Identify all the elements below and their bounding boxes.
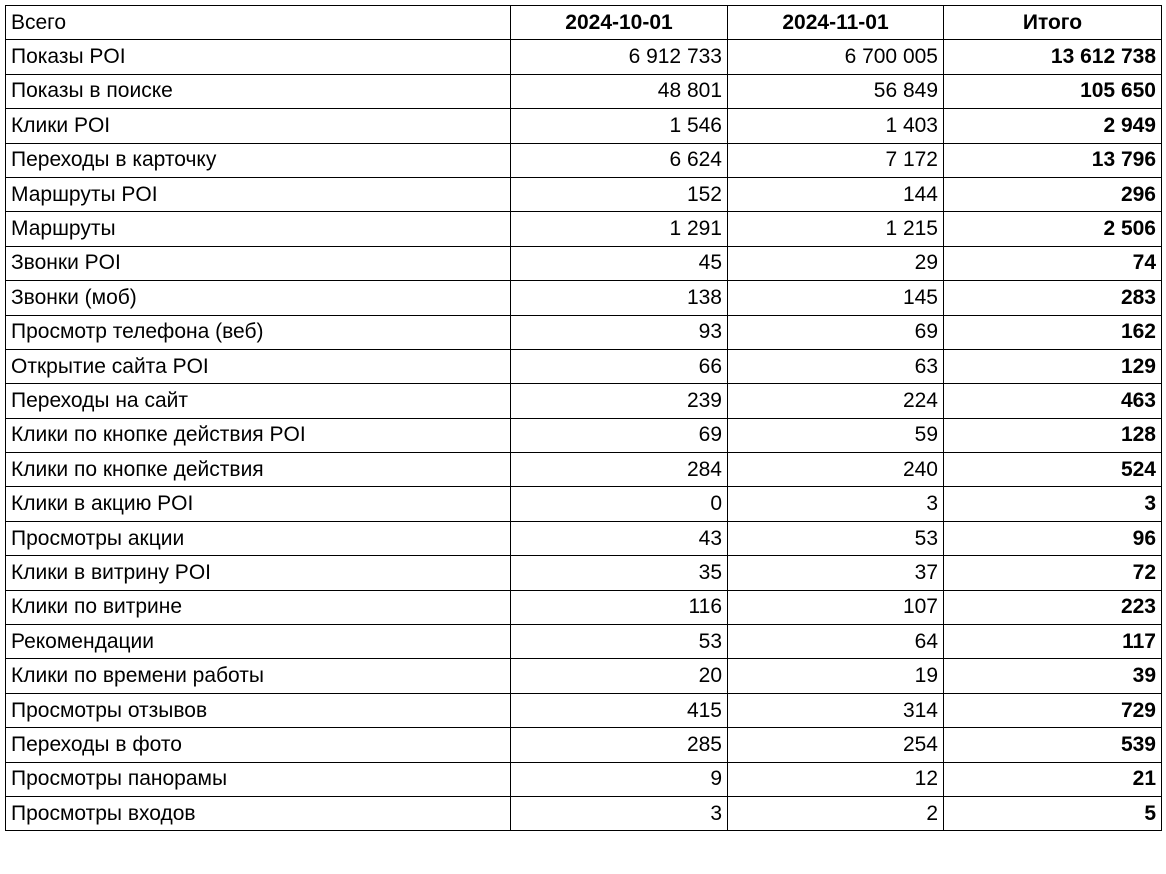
value-2024-10-01: 284 bbox=[511, 453, 728, 487]
row-label: Звонки POI bbox=[6, 246, 511, 280]
row-label: Клики в акцию POI bbox=[6, 487, 511, 521]
table-row bbox=[6, 625, 1162, 659]
table-body bbox=[6, 40, 1162, 831]
value-2024-11-01: 1 215 bbox=[728, 212, 944, 246]
value-total: 5 bbox=[944, 796, 1162, 830]
value-2024-11-01: 240 bbox=[728, 453, 944, 487]
value-2024-11-01: 12 bbox=[728, 762, 944, 796]
table-row bbox=[6, 590, 1162, 624]
value-2024-11-01: 224 bbox=[728, 384, 944, 418]
value-2024-10-01: 69 bbox=[511, 418, 728, 452]
header-cell-total-label: Всего bbox=[6, 6, 511, 40]
table-row bbox=[6, 212, 1162, 246]
value-2024-11-01: 254 bbox=[728, 728, 944, 762]
value-total: 74 bbox=[944, 246, 1162, 280]
value-2024-10-01: 20 bbox=[511, 659, 728, 693]
value-2024-10-01: 93 bbox=[511, 315, 728, 349]
value-total: 539 bbox=[944, 728, 1162, 762]
value-2024-11-01: 29 bbox=[728, 246, 944, 280]
value-2024-11-01: 53 bbox=[728, 521, 944, 555]
value-total: 21 bbox=[944, 762, 1162, 796]
value-2024-11-01: 37 bbox=[728, 556, 944, 590]
table-row bbox=[6, 109, 1162, 143]
row-label: Клики по кнопке действия bbox=[6, 453, 511, 487]
table-row bbox=[6, 556, 1162, 590]
row-label: Клики в витрину POI bbox=[6, 556, 511, 590]
row-label: Переходы в карточку bbox=[6, 143, 511, 177]
value-total: 2 506 bbox=[944, 212, 1162, 246]
header-cell-date-1: 2024-10-01 bbox=[511, 6, 728, 40]
table-row bbox=[6, 177, 1162, 211]
value-2024-10-01: 9 bbox=[511, 762, 728, 796]
value-2024-10-01: 415 bbox=[511, 693, 728, 727]
value-total: 105 650 bbox=[944, 74, 1162, 108]
value-2024-11-01: 64 bbox=[728, 625, 944, 659]
row-label: Показы POI bbox=[6, 40, 511, 74]
value-total: 13 796 bbox=[944, 143, 1162, 177]
value-total: 13 612 738 bbox=[944, 40, 1162, 74]
row-label: Клики POI bbox=[6, 109, 511, 143]
value-total: 72 bbox=[944, 556, 1162, 590]
value-2024-11-01: 59 bbox=[728, 418, 944, 452]
value-2024-10-01: 6 624 bbox=[511, 143, 728, 177]
value-total: 2 949 bbox=[944, 109, 1162, 143]
table-row bbox=[6, 796, 1162, 830]
value-2024-10-01: 53 bbox=[511, 625, 728, 659]
table-row bbox=[6, 143, 1162, 177]
row-label: Клики по витрине bbox=[6, 590, 511, 624]
value-2024-10-01: 152 bbox=[511, 177, 728, 211]
value-total: 129 bbox=[944, 349, 1162, 383]
table-row bbox=[6, 74, 1162, 108]
value-total: 117 bbox=[944, 625, 1162, 659]
header-cell-date-2: 2024-11-01 bbox=[728, 6, 944, 40]
value-total: 39 bbox=[944, 659, 1162, 693]
row-label: Просмотры панорамы bbox=[6, 762, 511, 796]
row-label: Показы в поиске bbox=[6, 74, 511, 108]
value-total: 223 bbox=[944, 590, 1162, 624]
value-2024-10-01: 0 bbox=[511, 487, 728, 521]
table-row bbox=[6, 281, 1162, 315]
table-row bbox=[6, 521, 1162, 555]
value-total: 283 bbox=[944, 281, 1162, 315]
table-row bbox=[6, 762, 1162, 796]
value-2024-10-01: 45 bbox=[511, 246, 728, 280]
row-label: Маршруты bbox=[6, 212, 511, 246]
value-2024-11-01: 2 bbox=[728, 796, 944, 830]
value-total: 463 bbox=[944, 384, 1162, 418]
value-2024-10-01: 66 bbox=[511, 349, 728, 383]
row-label: Переходы на сайт bbox=[6, 384, 511, 418]
table-row bbox=[6, 246, 1162, 280]
value-total: 162 bbox=[944, 315, 1162, 349]
value-total: 296 bbox=[944, 177, 1162, 211]
value-2024-11-01: 6 700 005 bbox=[728, 40, 944, 74]
value-2024-10-01: 138 bbox=[511, 281, 728, 315]
table-row bbox=[6, 40, 1162, 74]
value-2024-10-01: 43 bbox=[511, 521, 728, 555]
table-row bbox=[6, 728, 1162, 762]
value-2024-10-01: 285 bbox=[511, 728, 728, 762]
table-row bbox=[6, 693, 1162, 727]
value-2024-11-01: 314 bbox=[728, 693, 944, 727]
table-row bbox=[6, 487, 1162, 521]
row-label: Рекомендации bbox=[6, 625, 511, 659]
value-total: 524 bbox=[944, 453, 1162, 487]
table-row bbox=[6, 349, 1162, 383]
value-2024-10-01: 6 912 733 bbox=[511, 40, 728, 74]
table-row bbox=[6, 384, 1162, 418]
value-2024-10-01: 35 bbox=[511, 556, 728, 590]
stats-table bbox=[5, 5, 1162, 831]
row-label: Маршруты POI bbox=[6, 177, 511, 211]
value-2024-11-01: 69 bbox=[728, 315, 944, 349]
row-label: Переходы в фото bbox=[6, 728, 511, 762]
row-label: Просмотры входов bbox=[6, 796, 511, 830]
row-label: Просмотр телефона (веб) bbox=[6, 315, 511, 349]
table-row bbox=[6, 418, 1162, 452]
row-label: Просмотры отзывов bbox=[6, 693, 511, 727]
value-2024-11-01: 63 bbox=[728, 349, 944, 383]
value-2024-10-01: 1 291 bbox=[511, 212, 728, 246]
value-total: 96 bbox=[944, 521, 1162, 555]
value-2024-11-01: 56 849 bbox=[728, 74, 944, 108]
row-label: Звонки (моб) bbox=[6, 281, 511, 315]
value-2024-11-01: 3 bbox=[728, 487, 944, 521]
row-label: Клики по кнопке действия POI bbox=[6, 418, 511, 452]
value-2024-10-01: 116 bbox=[511, 590, 728, 624]
value-2024-11-01: 19 bbox=[728, 659, 944, 693]
value-2024-11-01: 144 bbox=[728, 177, 944, 211]
value-2024-11-01: 1 403 bbox=[728, 109, 944, 143]
table-row bbox=[6, 315, 1162, 349]
row-label: Клики по времени работы bbox=[6, 659, 511, 693]
row-label: Просмотры акции bbox=[6, 521, 511, 555]
row-label: Открытие сайта POI bbox=[6, 349, 511, 383]
value-2024-11-01: 145 bbox=[728, 281, 944, 315]
value-total: 729 bbox=[944, 693, 1162, 727]
value-2024-10-01: 1 546 bbox=[511, 109, 728, 143]
table-row bbox=[6, 659, 1162, 693]
value-2024-11-01: 107 bbox=[728, 590, 944, 624]
table-row bbox=[6, 453, 1162, 487]
value-total: 3 bbox=[944, 487, 1162, 521]
value-2024-10-01: 3 bbox=[511, 796, 728, 830]
value-2024-10-01: 48 801 bbox=[511, 74, 728, 108]
value-2024-10-01: 239 bbox=[511, 384, 728, 418]
value-total: 128 bbox=[944, 418, 1162, 452]
value-2024-11-01: 7 172 bbox=[728, 143, 944, 177]
header-row bbox=[6, 6, 1162, 40]
header-cell-sum: Итого bbox=[944, 6, 1162, 40]
